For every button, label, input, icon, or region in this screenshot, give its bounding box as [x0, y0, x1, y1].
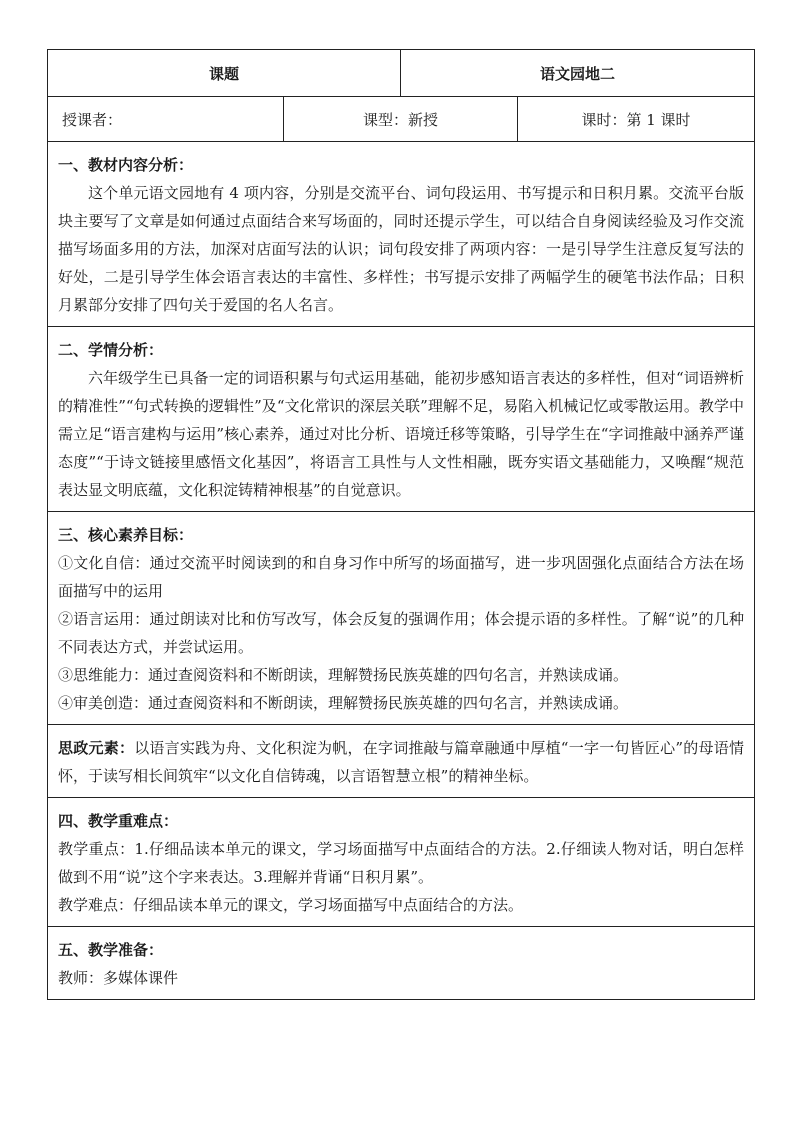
goal-item-thinking: ③思维能力：通过查阅资料和不断朗读，理解赞扬民族英雄的四句名言，并熟读成诵。 [58, 666, 629, 684]
keypoints-section [48, 798, 754, 927]
preparation-body: 教师：多媒体课件 [58, 969, 179, 987]
students-body: 六年级学生已具备一定的词语积累与句式运用基础，能初步感知语言表达的多样性，但对“词语辨析的精准性”“句式转换的逻辑性”及“文化常识的深层关联”理解不足，易陷入机械记忆或零散运用。教学中需立足“语言建构与运用”核心素养，通过对比分析、语境迁移等策略，引导学生在“字词推敲中涵养严谨态度”“于诗文链接里感悟文化基因”，将语言工具性与人文性相融，既夯实语文基础能力，又唤醒“规范表达显文明底蕴，文化积淀铸精神根基”的自觉意识。 [58, 369, 744, 499]
students-heading: 二、学情分析： [58, 341, 164, 359]
ideology-section [48, 725, 754, 798]
lesson-type-cell: 课型：新授 [284, 97, 518, 141]
goal-item-language: ②语言运用：通过朗读对比和仿写改写，体会反复的强调作用；体会提示语的多样性。了解“说”的几种不同表达方式，并尝试运用。 [58, 610, 744, 656]
topic-label: 课题 [48, 50, 401, 96]
lesson-hours-cell: 课时：第 1 课时 [581, 110, 691, 129]
ideology-heading: 思政元素： [58, 739, 135, 757]
keypoints-key: 教学重点：1.仔细品读本单元的课文，学习场面描写中点面结合的方法。2.仔细读人物对话，明白怎样做到不用“说”这个字来表达。3.理解并背诵“日积月累”。 [58, 840, 744, 886]
materials-body: 这个单元语文园地有 4 项内容，分别是交流平台、词句段运用、书写提示和日积月累。交流平台版块主要写了文章是如何通过点面结合来写场面的，同时还提示学生，可以结合自身阅读经验及习作交流描写场面多用的方法，加深对店面写法的认识；词句段安排了两项内容：一是引导学生注意反复写法的好处，二是引导学生体会语言表达的丰富性、多样性；书写提示安排了两幅学生的硬笔书法作品；日积月累部分安排了四句关于爱国的名人名言。 [58, 184, 744, 314]
goals-heading: 三、核心素养目标： [58, 526, 194, 544]
keypoints-difficulty: 教学难点：仔细品读本单元的课文，学习场面描写中点面结合的方法。 [58, 896, 524, 914]
materials-section [48, 142, 754, 327]
keypoints-heading: 四、教学重难点： [58, 812, 179, 830]
ideology-body: 以语言实践为舟、文化积淀为帆，在字词推敲与篇章融通中厚植“一字一句皆匠心”的母语情怀，于读写相长间筑牢“以文化自信铸魂，以言语智慧立根”的精神坐标。 [58, 739, 744, 785]
students-section [48, 327, 754, 512]
meta-row [48, 97, 754, 142]
topic-value: 语文园地二 [539, 64, 615, 83]
teacher-cell: 授课者： [48, 97, 284, 141]
preparation-section [48, 927, 754, 1000]
goals-section [48, 512, 754, 725]
ideology-paragraph [58, 734, 744, 790]
goal-item-culture: ①文化自信：通过交流平时阅读到的和自身习作中所写的场面描写，进一步巩固强化点面结合方法在场面描写中的运用 [58, 554, 744, 600]
topic-row [48, 50, 754, 97]
preparation-heading: 五、教学准备： [58, 941, 164, 959]
materials-heading: 一、教材内容分析： [58, 156, 194, 174]
goal-item-aesthetic: ④审美创造：通过查阅资料和不断朗读，理解赞扬民族英雄的四句名言，并熟读成诵。 [58, 694, 629, 712]
lesson-plan-table [47, 49, 755, 1000]
